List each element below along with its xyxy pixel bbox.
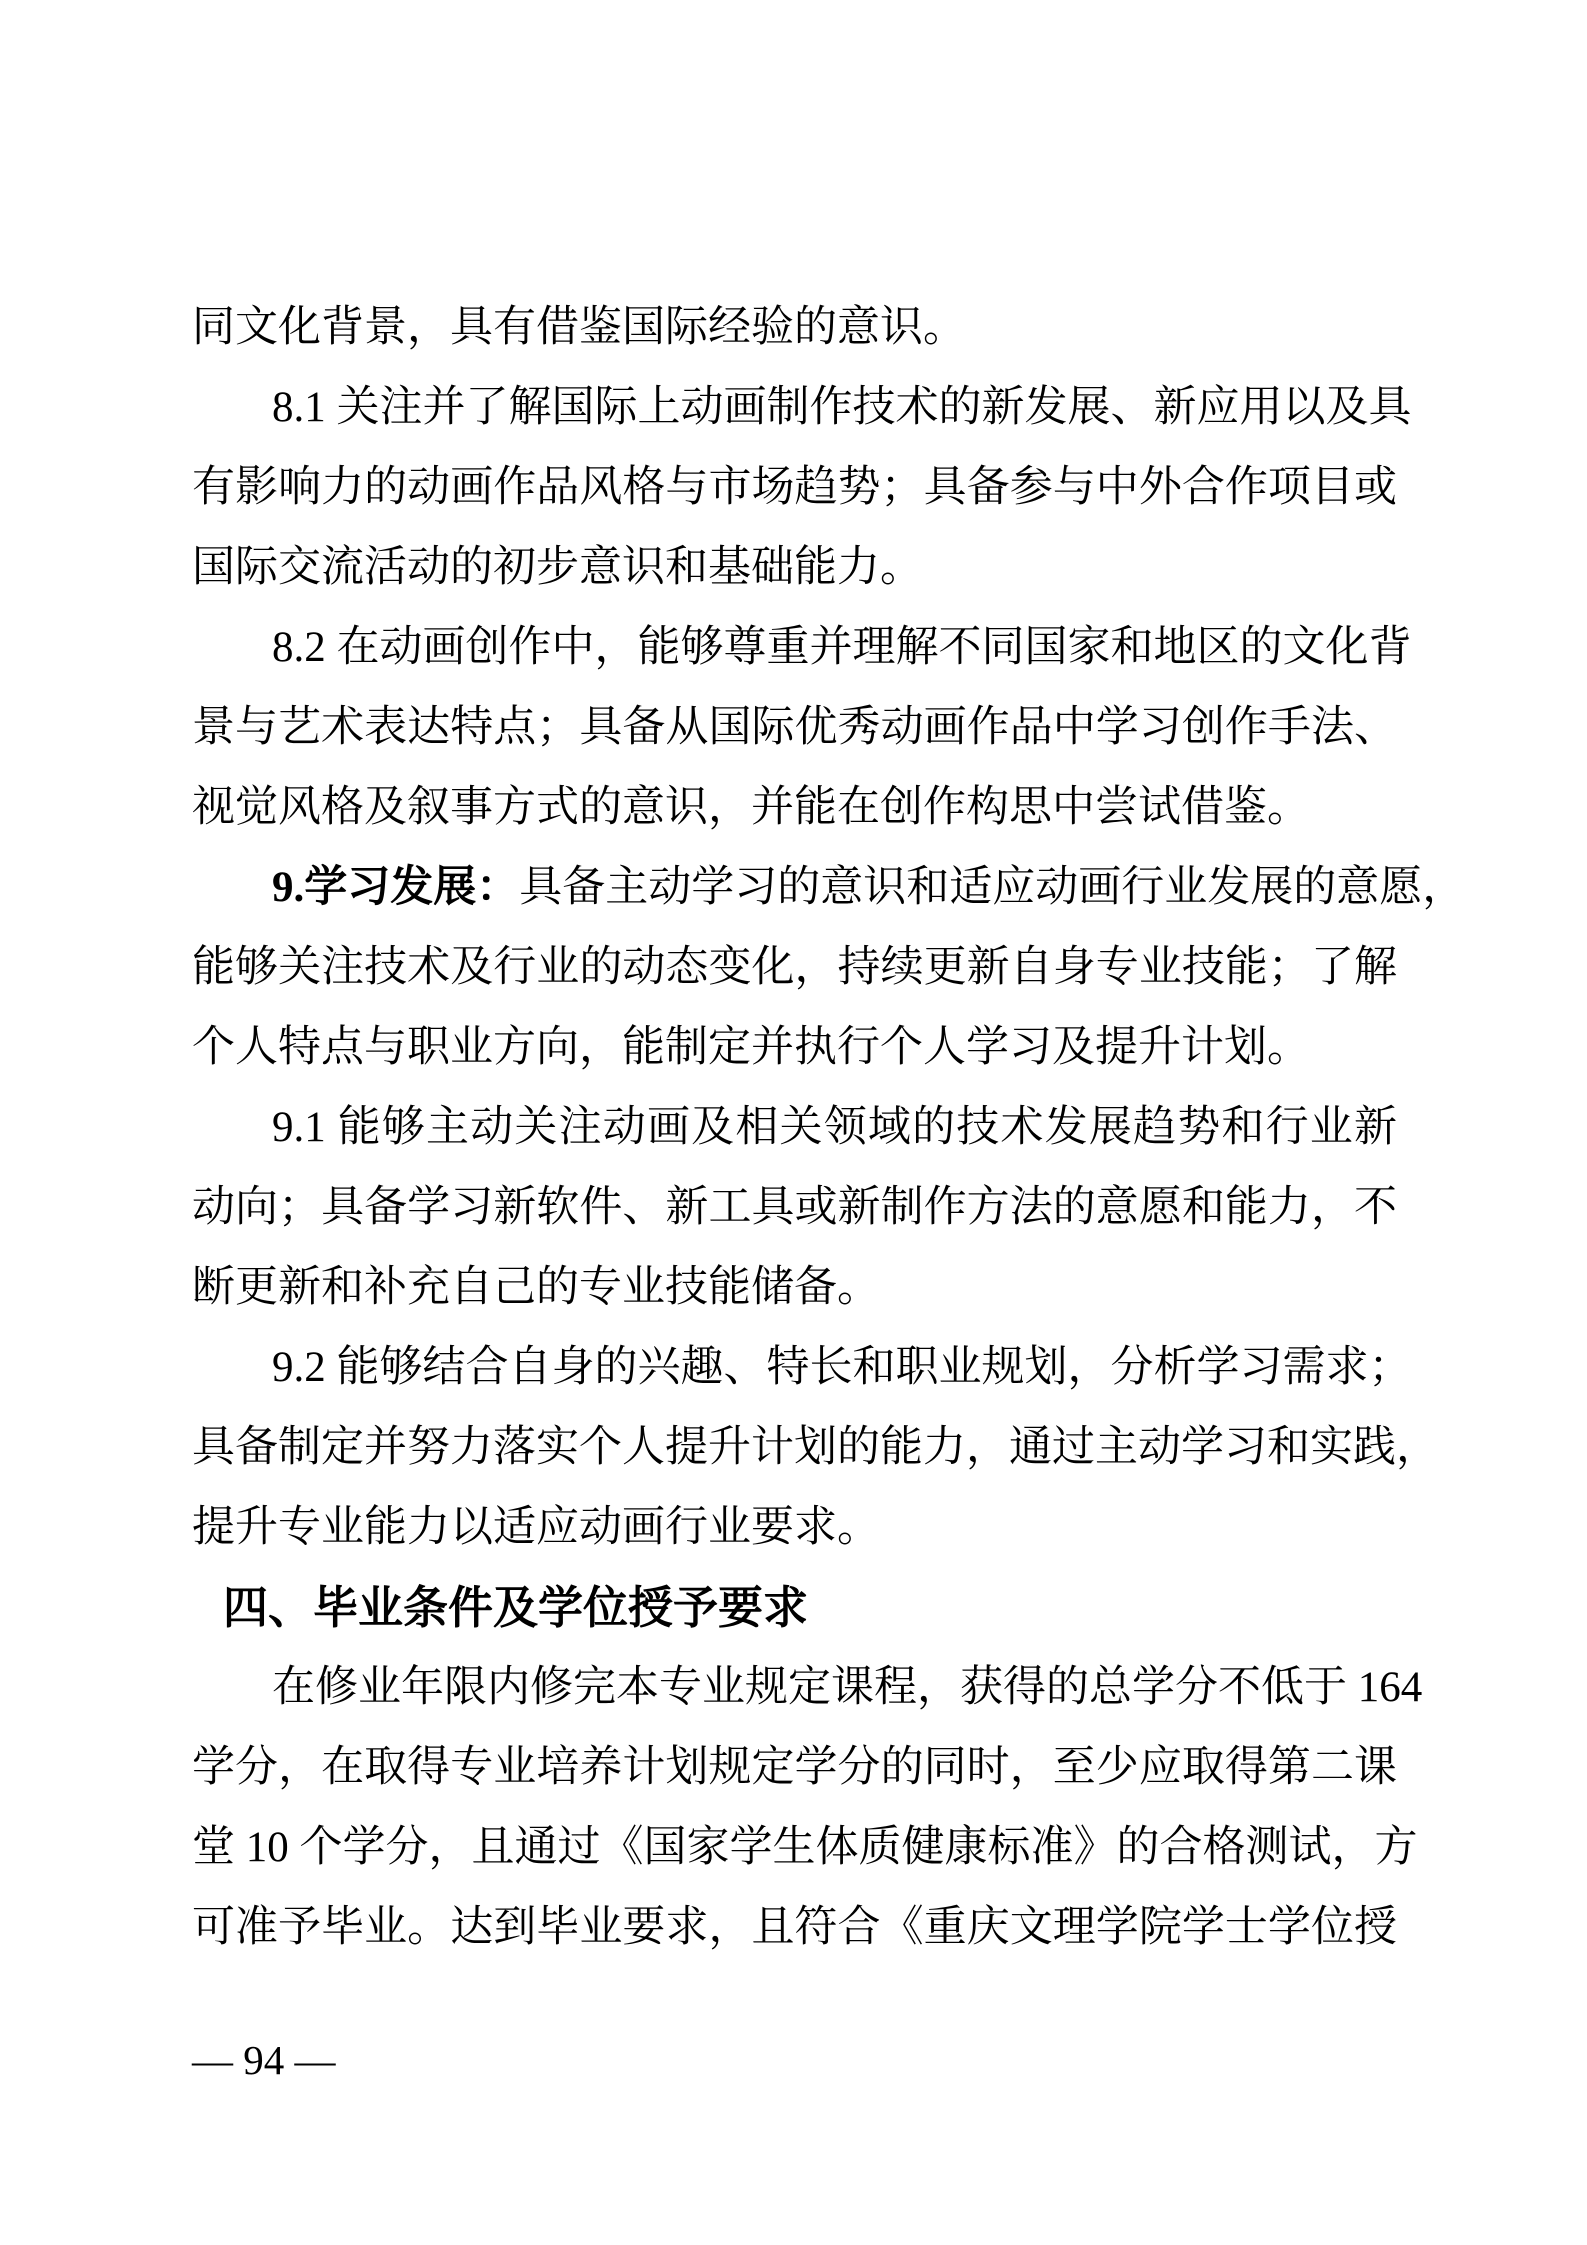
section-heading: 四、毕业条件及学位授予要求 (223, 1582, 809, 1633)
text-line: 景与艺术表达特点；具备从国际优秀动画作品中学习创作手法、 (192, 704, 1397, 751)
text-line: 9.2 能够结合自身的兴趣、特长和职业规划，分析学习需求； (272, 1344, 1412, 1391)
text-line: 9.1 能够主动关注动画及相关领域的技术发展趋势和行业新 (272, 1104, 1397, 1151)
text-line: 堂 10 个学分，且通过《国家学生体质健康标准》的合格测试，方 (192, 1824, 1418, 1871)
text-line: 动向；具备学习新软件、新工具或新制作方法的意愿和能力，不 (192, 1184, 1397, 1231)
text-line: 8.1 关注并了解国际上动画制作技术的新发展、新应用以及具 (272, 384, 1412, 431)
text-line: 具备制定并努力落实个人提升计划的能力，通过主动学习和实践， (192, 1424, 1439, 1471)
text-line: 8.2 在动画创作中，能够尊重并理解不同国家和地区的文化背 (272, 624, 1412, 671)
text-line: 断更新和补充自己的专业技能储备。 (192, 1264, 880, 1311)
text-line: 学分，在取得专业培养计划规定学分的同时，至少应取得第二课 (192, 1744, 1397, 1791)
text-line: 国际交流活动的初步意识和基础能力。 (192, 544, 923, 591)
page-number: — 94 — (192, 2037, 336, 2083)
text-line: 同文化背景，具有借鉴国际经验的意识。 (192, 304, 966, 351)
text-line: 有影响力的动画作品风格与市场趋势；具备参与中外合作项目或 (192, 464, 1397, 511)
text-line: 在修业年限内修完本专业规定课程，获得的总学分不低于 164 (272, 1664, 1423, 1711)
text-line (192, 848, 1466, 928)
text-line-content: 具备主动学习的意识和适应动画行业发展的意愿， (519, 864, 1466, 911)
text-line: 视觉风格及叙事方式的意识，并能在创作构思中尝试借鉴。 (192, 784, 1310, 831)
text-line: 提升专业能力以适应动画行业要求。 (192, 1504, 880, 1551)
run-in-label: 9.学习发展： (272, 864, 520, 911)
text-line: 个人特点与职业方向，能制定并执行个人学习及提升计划。 (192, 1024, 1310, 1071)
text-line: 能够关注技术及行业的动态变化，持续更新自身专业技能；了解 (192, 944, 1397, 991)
text-line: 可准予毕业。达到毕业要求，且符合《重庆文理学院学士学位授 (192, 1904, 1397, 1951)
page-body (192, 288, 1466, 1968)
